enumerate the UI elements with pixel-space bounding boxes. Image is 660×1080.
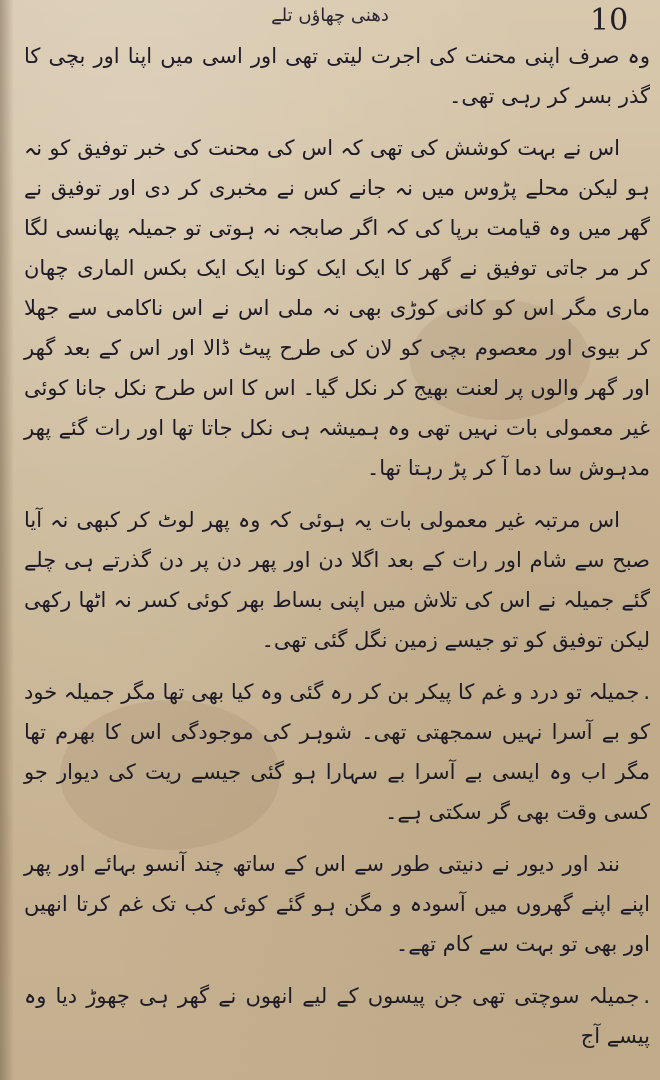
paragraph-6: . جمیلہ سوچتی تھی جن پیسوں کے لیے انھوں نے گھر ہی چھوڑ دیا وہ پیسے آج <box>24 976 650 1056</box>
paragraph-5: نند اور دیور نے دنیتی طور سے اس کے ساتھ چند آنسو بہائے اور پھر اپنے اپنے گھروں میں آسودہ و مگن ہو گئے کوئی کب تک غم کرتا انھیں اور بھی تو بہت سے کام تھے۔ <box>24 852 650 956</box>
paragraph-2: اس نے بہت کوشش کی تھی کہ اس کی محنت کی خبر توفیق کو نہ ہو لیکن محلے پڑوس میں نہ جانے کس نے مخبری کر دی اور توفیق نے گھر میں وہ قیامت برپا کی کہ اگر صابجہ نہ ہوتی تو جمیلہ پھانسی لگا کر مر جاتی توفیق نے گھر کا ایک ایک کونا ایک ایک بکس الماری چھان ماری مگر اس کو کانی کوڑی بھی نہ ملی اس نے اس ناکامی سے جھلا کر بیوی اور معصوم بچی کو لان کی طرح پیٹ ڈالا اور اس کے بعد گھر اور گھر والوں پر لعنت بھیج کر نکل گیا۔ اس کا اس طرح نکل جانا کوئی غیر معمولی بات نہیں تھی وہ ہمیشہ ہی نکل جاتا تھا اور رات گئے پھر مدہوش سا دما آ کر پڑ رہتا تھا۔ <box>24 136 650 480</box>
paragraph-1: وہ صرف اپنی محنت کی اجرت لیتی تھی اور اسی میں اپنا اور بچی کا گذر بسر کر رہی تھی۔ <box>24 44 650 108</box>
page-number: 10 <box>590 3 629 38</box>
paragraph-4: . جمیلہ تو درد و غم کا پیکر بن کر رہ گئی وہ کیا بھی تھا مگر جمیلہ خود کو بے آسرا نہیں سمجھتی تھی۔ شوہر کی موجودگی اس کا بھرم تھا مگر اب وہ ایسی بے آسرا بے سہارا ہو گئی جیسے ریت کی دیوار جو کسی وقت بھی گر سکتی ہے۔ <box>24 672 650 832</box>
running-title: دھنی چھاؤں تلے <box>271 5 389 26</box>
body-text <box>24 36 650 1068</box>
paragraph-3: اس مرتبہ غیر معمولی بات یہ ہوئی کہ وہ پھر لوٹ کر کبھی نہ آیا صبح سے شام اور رات کے بعد اگلا دن اور پھر دن پر دن گذرتے ہی چلے گئے جمیلہ نے اس کی تلاش میں اپنی بساط بھر کوئی کسر نہ اٹھا رکھی لیکن توفیق کو تو جیسے زمین نگل گئی تھی۔ <box>24 508 650 652</box>
